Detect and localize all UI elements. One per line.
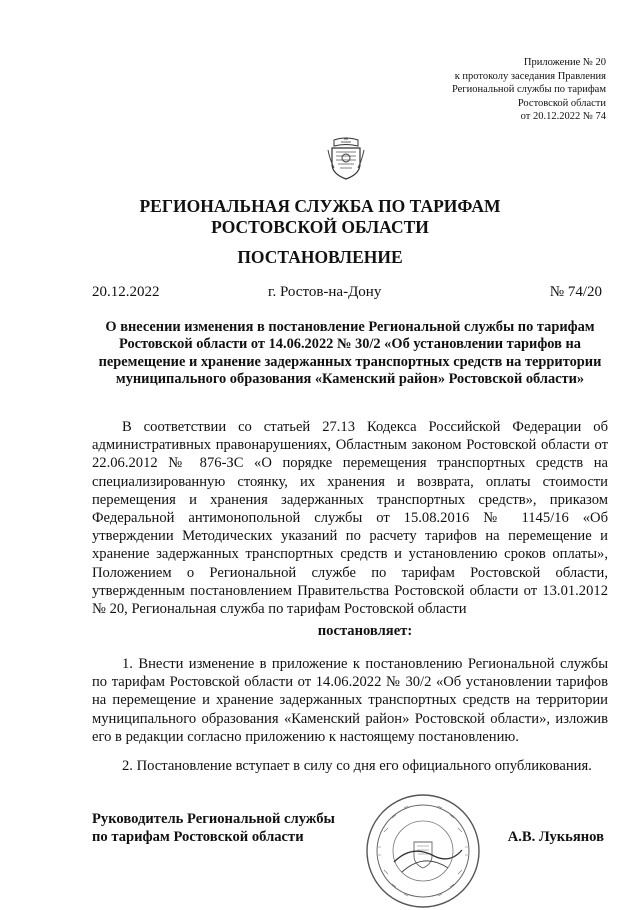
- document-place: г. Ростов-на-Дону: [268, 284, 382, 300]
- signer-title-line1: Руководитель Региональной службы: [92, 811, 335, 827]
- resolves-heading: постановляет:: [317, 623, 413, 639]
- document-subject: О внесении изменения в постановление Региональной службы по тарифам Ростовской области от 14.06.2022 № 30/2 «Об установлении тарифов на перемещение и хранение задержанных транспортных средств на территории муниципального образования «Каменский район» Ростовской области»: [98, 319, 602, 388]
- org-title-line1: РЕГИОНАЛЬНАЯ СЛУЖБА ПО ТАРИФАМ: [139, 196, 501, 216]
- signer-name: А.В. Лукьянов: [507, 829, 604, 845]
- official-seal-icon: [364, 792, 482, 910]
- annex-line: к протоколу заседания Правления: [454, 70, 606, 82]
- preamble-paragraph: В соответствии со статьей 27.13 Кодекса Российской Федерации об административных правонарушениях, Областным законом Ростовской области от 22.06.2012 № 876-ЗС «О порядке перемещения транспортных средств на специализированную стоянку, их хранения и возврата, оплаты стоимости перемещения и хранения задержанных транспортных средств», приказом Федеральной антимонопольной службы от 15.08.2016 № 1145/16 «Об утверждении Методических указаний по расчету тарифов на перемещение и хранение задержанных транспортных средств и установлению сроков оплаты», Положением о Региональной службе по тарифам Ростовской области, утвержденным постановлением Правительства Ростовской области от 13.01.2012 № 20, Региональная служба по тарифам Ростовской области: [92, 419, 608, 618]
- resolution-item-1: 1. Внести изменение в приложение к постановлению Региональной службы по тарифам Ростовской области от 14.06.2022 № 30/2 «Об установлении тарифов на перемещение и хранение задержанных транспортных средств на территории муниципального образования «Каменский район» Ростовской области», изложив его в редакции согласно приложению к настоящему постановлению.: [92, 656, 608, 745]
- document-type: ПОСТАНОВЛЕНИЕ: [237, 247, 403, 267]
- resolution-item-2: 2. Постановление вступает в силу со дня его официального опубликования.: [122, 758, 592, 774]
- signer-title-line2: по тарифам Ростовской области: [92, 829, 304, 846]
- document-date: 20.12.2022: [92, 284, 160, 300]
- coat-of-arms-icon: [326, 136, 366, 180]
- annex-line: Региональной службы по тарифам: [451, 84, 606, 95]
- annex-line: Приложение № 20: [523, 57, 606, 68]
- annex-line: от 20.12.2022 № 74: [520, 111, 606, 122]
- document-number: № 74/20: [549, 284, 602, 300]
- org-title-line2: РОСТОВСКОЙ ОБЛАСТИ: [211, 217, 429, 237]
- annex-note: [386, 56, 606, 124]
- annex-line: Ростовской области: [517, 97, 606, 109]
- signer-title: [92, 810, 335, 847]
